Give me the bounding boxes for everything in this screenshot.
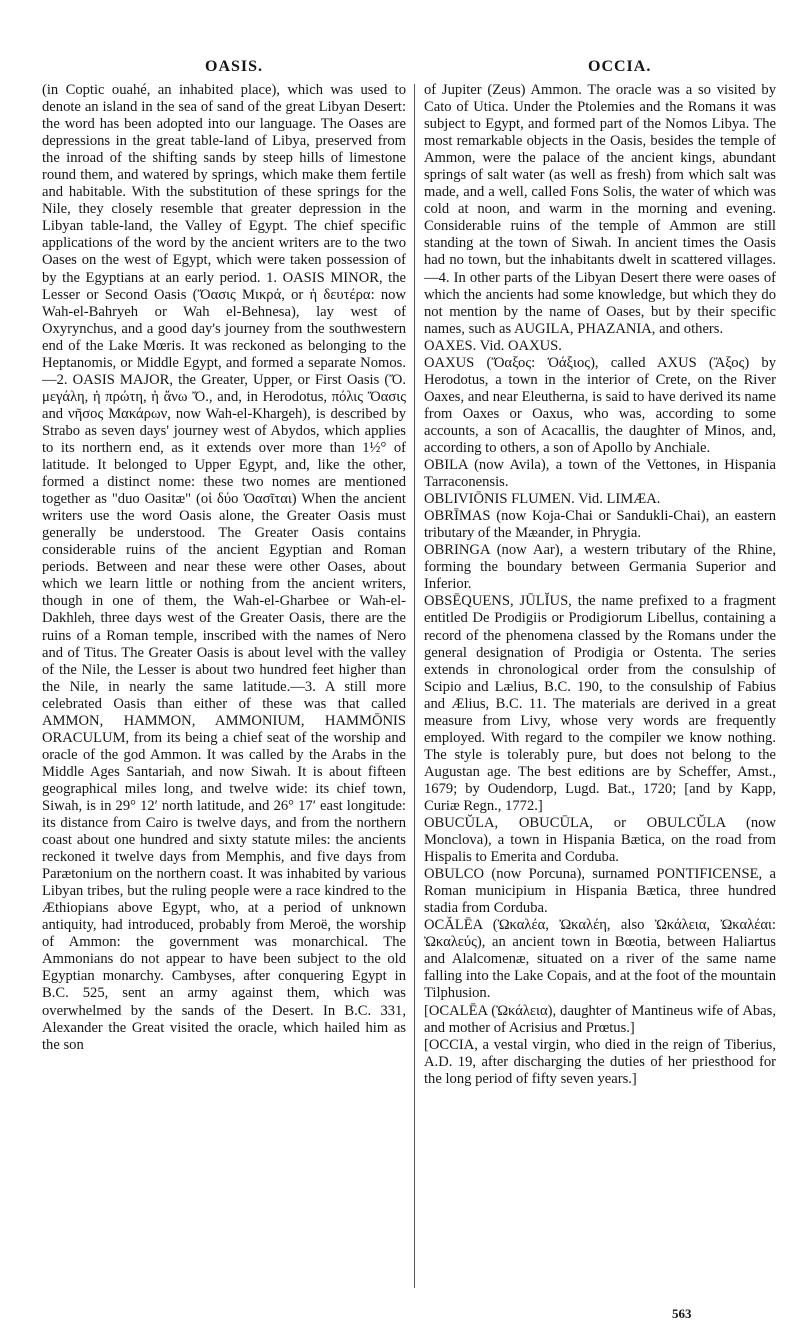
entry-oasis-text: (in Coptic ouahé, an inhabited place), which was used to denote an island in the sea of sand of the great Libyan Desert: the word has been adopted into our language. The Oases are depressions in the great table-land of Libya, preserved from the inroad of the shifting sands by steep hills of limestone round them, and watered by springs, which make them fertile and habitable. With the substitution of these springs for the Nile, they closely resemble that greater depression in the Libyan table-land, the Valley of Egypt. The chief specific applications of the word by the ancient writers are to the two Oases on the west of Egypt, which were taken possession of by the Egyptians at an early period. 1. OASIS MINOR, the Lesser or Second Oasis (Ὄασις Μικρά, or ἡ δευτέρα: now Wah-el-Bahryeh or Wah el-Behnesa), lay west of Oxyrynchus, and a good day's journey from the southwestern end of the Lake Mœris. It was reckoned as belonging to the Heptanomis, or Middle Egypt, and formed a separate Nomos.—2. OASIS MAJOR, the Greater, Upper, or First Oasis (Ὄ. μεγάλη, ἡ πρώτη, ἡ ἄνω Ὄ., and, in Herodotus, πόλις Ὄασις and νῆσος Μακάρων, now Wah-el-Khargeh), is described by Strabo as seven days' journey west of Abydos, which applies to its northern end, as it extends over more than 1½° of latitude. It belonged to Upper Egypt, and, like the other, formed a distinct nome: these two nomes are mentioned together as "duo Oasitæ" (οἱ δύο Ὀασῖται) When the ancient writers use the word Oasis alone, the Greater Oasis must generally be understood. The Greater Oasis contains considerable ruins of the ancient Egyptian and Roman periods. Between and near these were other Oases, about which we learn little or nothing from the ancient writers, though in one of them, the Wah-el-Gharbee or Wah-el-Dakhleh, three days west of the Greater Oasis, there are the ruins of a Roman temple, inscribed with the names of Nero and of Titus. The Greater Oasis is about level with the valley of the Nile, the Lesser is about two hundred feet higher than the Nile, in nearly the same latitude.—3. A still more celebrated Oasis than either of these was that called AMMON, HAMMON, AMMONIUM, HAMMŌNIS ORACULUM, from its being a chief seat of the worship and oracle of the god Ammon. It was called by the Arabs in the Middle Ages Santariah, and now Siwah. It is about fifteen geographical miles long, and twelve wide: its chief town, Siwah, is in 29° 12′ north latitude, and 26° 17′ east longitude: its distance from Cairo is twelve days, and from the northern coast about one hundred and sixty statute miles: the ancients reckoned it twelve days from Memphis, and five days from Parætonium on the northern coast. It was inhabited by various Libyan tribes, but the ruling people were a race kindred to the Æthiopians above Egypt, who, at a period of unknown antiquity, had introduced, probably from Meroë, the worship of Ammon: the government was monarchical. The Ammonians do not appear to have been subject to the old Egyptian monarchy. Cambyses, after conquering Egypt in B.C. 525, sent an army against them, which was overwhelmed by the sands of the Desert. In B.C. 331, Alexander the Great visited the oracle, which hailed him as the son — [42, 82, 406, 1053]
entry-oasis-continued: of Jupiter (Zeus) Ammon. The oracle was a so visited by Cato of Utica. Under the Ptolemies and the Romans it was subject to Egypt, and formed part of the Nomos Libya. The most remarkable objects in the Oasis, besides the temple of Ammon, were the palace of the ancient kings, abundant springs of salt water (as well as fresh) from which salt was made, and a well, called Fons Solis, the water of which was cold at noon, and warm in the morning and evening. Considerable ruins of the temple of Ammon are still standing at the town of Siwah. In ancient times the Oasis had no town, but the inhabitants dwelt in scattered villages.—4. In other parts of the Libyan Desert there were oases of which the ancients had some knowledge, but which they do not mention by the name of Oases, but by their specific names, such as AUGILA, PHAZANIA, and others. — [424, 82, 776, 337]
entry-obulco: OBULCO (now Porcuna), surnamed PONTIFICENSE, a Roman municipium in Hispania Bætica, three hundred stadia from Corduba. — [424, 866, 776, 917]
entry-occia: [OCCIA, a vestal virgin, who died in the reign of Tiberius, A.D. 19, after discharging the duties of her priesthood for the long period of fifty seven years.] — [424, 1036, 776, 1087]
page-number: 563 — [672, 1306, 692, 1321]
entry-obringa: OBRINGA (now Aar), a western tributary of the Rhine, forming the boundary between Germania Superior and Inferior. — [424, 542, 776, 593]
entry-oblivionis-flumen: OBLIVIŌNIS FLUMEN. Vid. LIMÆA. — [424, 491, 661, 508]
column-divider — [414, 84, 415, 1288]
running-head-right: OCCIA. — [588, 58, 652, 75]
entry-obrimas: OBRĪMAS (now Koja-Chai or Sandukli-Chai), an eastern tributary of the Mæander, in Phrygia. — [424, 508, 776, 542]
entry-oaxes: OAXES. Vid. OAXUS. — [424, 337, 562, 354]
entry-oaxus: OAXUS (Ὄαξος: Ὀάξιος), called AXUS (Ἄξος) by Herodotus, a town in the interior of Crete, on the River Oaxes, and near Eleutherna, is said to have derived its name from Oaxes or Oaxus, who was, according to some accounts, a son of Acacallis, the daughter of Minos, and, according to others, a son of Apollo by Anchiale. — [424, 354, 776, 456]
entry-ocalea-daughter: [OCALĒA (Ὠκάλεια), daughter of Mantineus wife of Abas, and mother of Acrisius and Prœtus.] — [424, 1002, 776, 1036]
entry-obila: OBILA (now Avila), a town of the Vettones, in Hispania Tarraconensis. — [424, 457, 776, 491]
entry-obsequens: OBSĒQUENS, JŪLĬUS, the name prefixed to a fragment entitled De Prodigiis or Prodigiorum Libellus, containing a record of the phenomena classed by the Romans under the general designation of Prodigia or Ostenta. The series extends in chronological order from the consulship of Scipio and Lælius, B.C. 190, to the consulship of Fabius and Ælius, B.C. 11. The materials are derived in a great measure from Livy, whose very words are frequently employed. With regard to the compiler we know nothing. The style is tolerably pure, but does not belong to the Augustan age. The best editions are by Scheffer, Amst., 1679; by Oudendorp, Lugd. Bat., 1720; [and by Kapp, Curiæ Regn., 1772.] — [424, 593, 776, 814]
left-column — [42, 82, 406, 1054]
entry-ocalea-town: OCĂLĒA (Ὠκαλέα, Ὠκαλέη, also Ὠκάλεια, Ὠκαλέαι: Ὠκαλεύς), an ancient town in Bœotia, between Haliartus and Alalcomenæ, situated on a river of the same name falling into the Lake Copais, and at the foot of the mountain Tilphusion. — [424, 917, 776, 1002]
running-head-left: OASIS. — [205, 58, 264, 75]
entry-obucula: OBUCŬLA, OBUCŪLA, or OBULCŬLA (now Monclova), a town in Hispania Bætica, on the road from Hispalis to Emerita and Corduba. — [424, 815, 776, 866]
right-column — [424, 82, 776, 1088]
